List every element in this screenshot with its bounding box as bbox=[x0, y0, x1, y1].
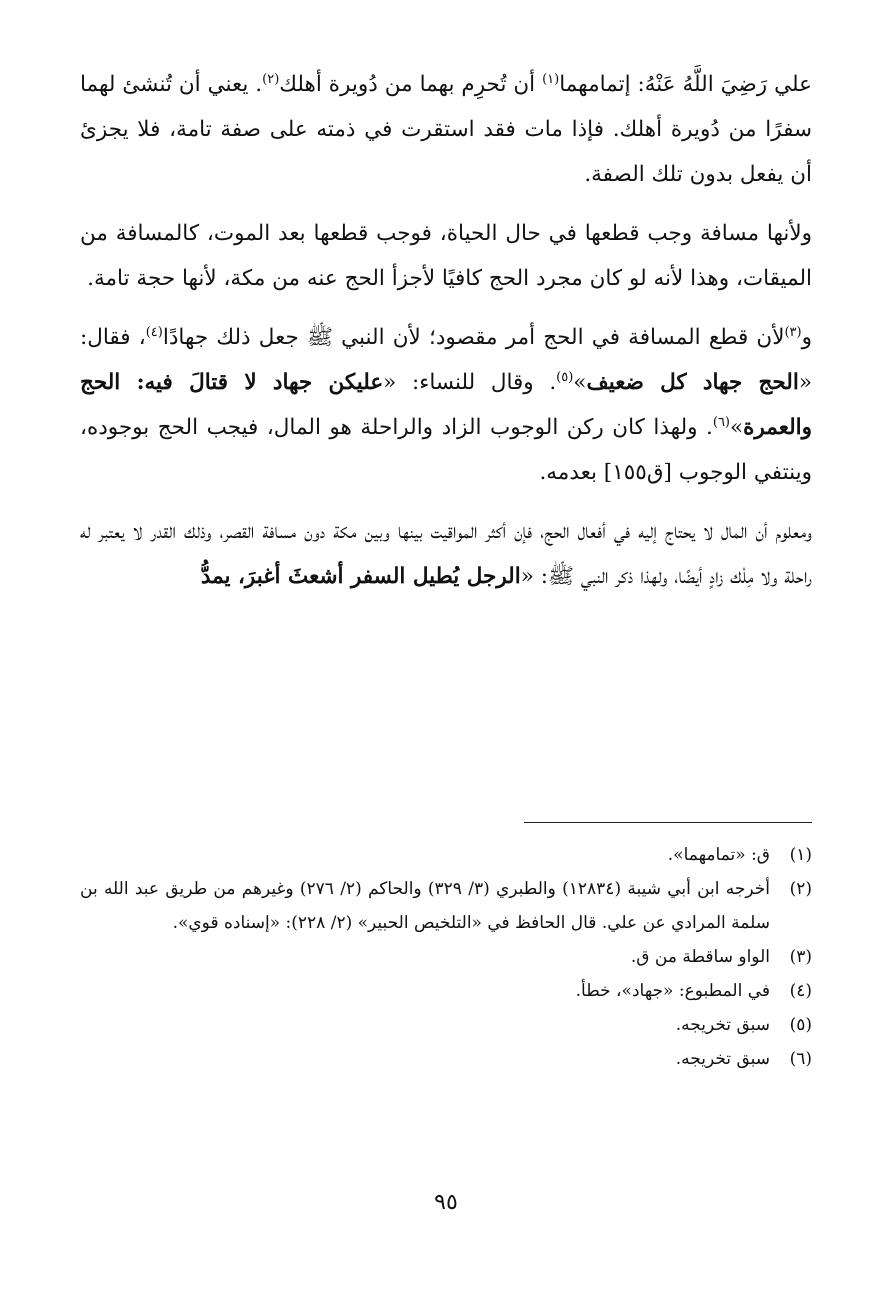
text-run: » bbox=[730, 415, 744, 440]
text-run: أن تُحرِم بهما من دُويرة أهلك bbox=[279, 72, 543, 97]
text-run: علي رَضِيَ اللَّهُ عَنْهُ: إتمامهما bbox=[559, 72, 812, 97]
footnote-ref-5: (٥) bbox=[556, 369, 574, 385]
paragraph-4 bbox=[80, 509, 812, 599]
text-run: . وقال للنساء: « bbox=[383, 370, 557, 395]
footnote-2 bbox=[80, 872, 812, 940]
footnote-divider bbox=[524, 822, 812, 823]
text-run: . ولهذا كان ركن الوجوب الزاد والراحلة هو المال، فيجب الحج بوجوده، وينتفي الوجوب [ق١٥٥] بعدمه. bbox=[80, 415, 812, 485]
footnote-ref-1: (١) bbox=[542, 71, 560, 87]
footnote-number: (١) bbox=[789, 845, 812, 865]
footnote-text: في المطبوع: «جهاد»، خطأ. bbox=[575, 981, 770, 1001]
main-text bbox=[80, 62, 812, 613]
paragraph-2 bbox=[80, 211, 812, 301]
hadith-quote-bold: عليكن جهاد لا قتالَ فيه: الحج والعمرة bbox=[80, 370, 812, 440]
text-run: و bbox=[801, 325, 812, 350]
text-run: . يعني أن تُنشئ لهما سفرًا من دُويرة أهلك. فإذا مات فقد استقرت في ذمته على صفة تامة، فلا يجزئ أن يفعل بدون تلك الصفة. bbox=[80, 72, 812, 187]
paragraph-1 bbox=[80, 62, 812, 197]
footnote-ref-6: (٦) bbox=[712, 414, 730, 430]
footnote-number: (٢) bbox=[789, 879, 812, 899]
footnote-4 bbox=[80, 974, 812, 1008]
footnote-text: أخرجه ابن أبي شيبة (١٢٨٣٤) والطبري (٣/ ٣٢٩) والحاكم (٢/ ٢٧٦) وغيرهم من طريق عبد الله بن سلمة المرادي عن علي. قال الحافظ في «التلخيص الحبير» (٢/ ٢٢٨): «إسناده قوي». bbox=[80, 879, 771, 933]
footnote-text: ق: «تمامهما». bbox=[667, 845, 770, 865]
footnote-number: (٤) bbox=[789, 981, 812, 1001]
footnote-number: (٣) bbox=[789, 947, 812, 967]
footnote-text: سبق تخريجه. bbox=[675, 1015, 770, 1035]
footnote-number: (٦) bbox=[789, 1049, 812, 1069]
paragraph-3 bbox=[80, 315, 812, 495]
text-run: » bbox=[573, 370, 587, 395]
hadith-quote-bold: الرجل يُطيل السفر أشعثَ أغبرَ، يمدُّ bbox=[200, 564, 521, 589]
footnote-6 bbox=[80, 1042, 812, 1076]
footnote-text: الواو ساقطة من ق. bbox=[630, 947, 770, 967]
page-number: ٩٥ bbox=[434, 1190, 458, 1215]
text-run: ومعلوم أن المال لا يحتاج إليه في أفعال الحج، فإن أكثر المواقيت بينها وبين مكة دون مسافة القصر، وذلك القدر لا يعتبر له راحلة ولا مِلْك زادٍ أيضًا، ولهذا ذكر النبي ﷺ: « bbox=[80, 519, 812, 589]
footnote-ref-2: (٢) bbox=[262, 71, 280, 87]
text-run: ولأنها مسافة وجب قطعها في حال الحياة، فوجب قطعها بعد الموت، كالمسافة من الميقات، وهذا لأنه لو كان مجرد الحج كافيًا لأجزأ الحج عنه من مكة، لأنها حجة تامة. bbox=[80, 221, 812, 291]
footnote-number: (٥) bbox=[789, 1015, 812, 1035]
footnote-1 bbox=[80, 838, 812, 872]
footnote-text: سبق تخريجه. bbox=[675, 1049, 770, 1069]
footnote-5 bbox=[80, 1008, 812, 1042]
footnotes bbox=[80, 838, 812, 1076]
footnote-3 bbox=[80, 940, 812, 974]
text-run: ، فقال: « bbox=[80, 325, 812, 395]
footnote-ref-4: (٤) bbox=[145, 324, 163, 340]
hadith-quote-bold: الحج جهاد كل ضعيف bbox=[586, 370, 799, 395]
footnote-ref-3: (٣) bbox=[784, 324, 802, 340]
text-run: لأن قطع المسافة في الحج أمر مقصود؛ لأن النبي ﷺ جعل ذلك جهادًا bbox=[162, 325, 785, 350]
